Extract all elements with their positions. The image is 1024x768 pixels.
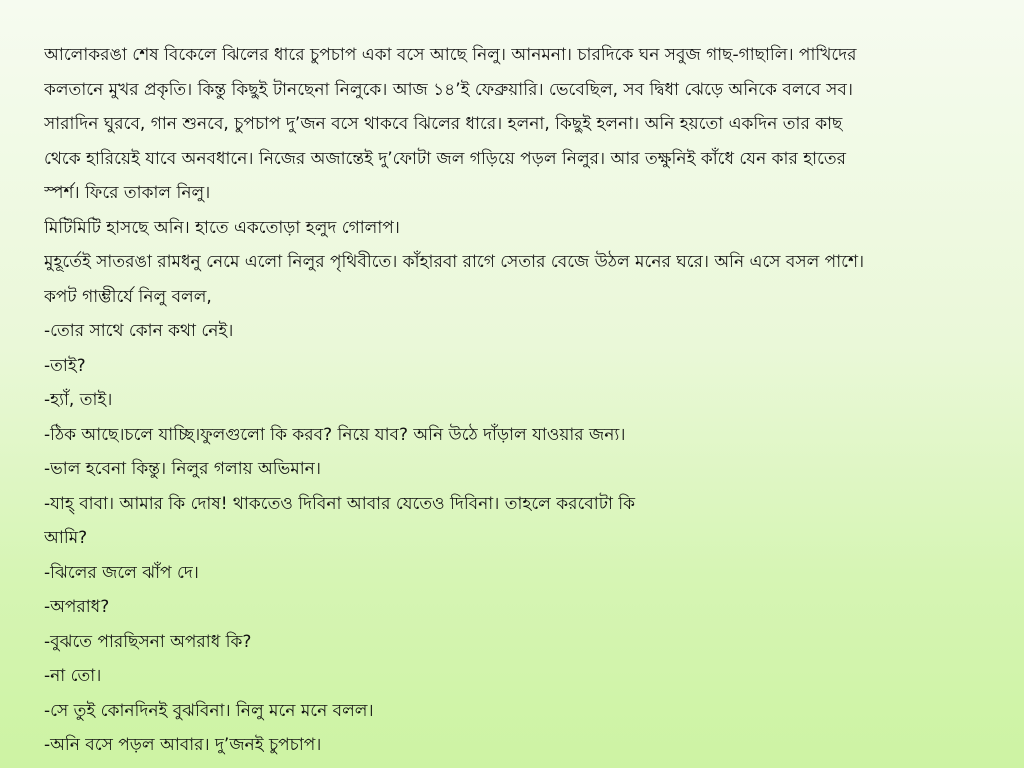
text-line: কপট গাম্ভীর্যে নিলু বলল, [44,286,212,307]
dialogue-line: -ঝিলের জলে ঝাঁপ দে। [44,562,199,583]
dialogue-line: -অনি বসে পড়ল আবার। দু’জনই চুপচাপ। [44,735,322,755]
dialogue-line: -হ্যাঁ, তাই। [44,390,113,410]
dialogue-line: -ভাল হবেনা কিন্তু। নিলুর গলায় অভিমান। [44,459,321,479]
text-line: স্পর্শ। ফিরে তাকাল নিলু। [44,183,211,203]
dialogue-line: -অপরাধ? [44,597,110,617]
dialogue-line: -সে তুই কোনদিনই বুঝবিনা। নিলু মনে মনে বলল। [44,700,374,721]
dialogue-line: -না তো। [44,666,102,686]
story-text [44,38,994,763]
text-line: সারাদিন ঘুরবে, গান শুনবে, চুপচাপ দু’জন বসে থাকবে ঝিলের ধারে। হলনা, কিছুই হলনা। অনি হয়তো একদিন তার কাছ [44,114,843,134]
dialogue-line: -বুঝতে পারছিসনা অপরাধ কি? [44,631,252,652]
text-line: থেকে হারিয়েই যাবে অনবধানে। নিজের অজান্তেই দু’ফোটা জল গড়িয়ে পড়ল নিলুর। আর তক্ষুনিই কাঁধে যেন কার হাতের [44,148,847,169]
text-line: আলোকরঙা শেষ বিকেলে ঝিলের ধারে চুপচাপ একা বসে আছে নিলু। আনমনা। চারদিকে ঘন সবুজ গাছ-গাছালি। পাখিদের [44,45,857,65]
dialogue-line: -যাহ্ বাবা। আমার কি দোষ! থাকতেও দিবিনা আবার যেতেও দিবিনা। তাহলে করবোটা কি [44,493,636,514]
text-line: কলতানে মুখর প্রকৃতি। কিন্তু কিছুই টানছেনা নিলুকে। আজ ১৪’ই ফেব্রুয়ারি। ভেবেছিল, সব দ্বিধা ঝেড়ে অনিকে বলবে সব। [44,79,853,100]
text-line: মিটিমিটি হাসছে অনি। হাতে একতোড়া হলুদ গোলাপ। [44,217,400,238]
dialogue-line: আমি? [44,528,88,548]
dialogue-line: -ঠিক আছে।চলে যাচ্ছি।ফুলগুলো কি করব? নিয়ে যাব? অনি উঠে দাঁড়াল যাওয়ার জন্য। [44,424,626,445]
text-line: মুহূর্তেই সাতরঙা রামধনু নেমে এলো নিলুর পৃথিবীতে। কাঁহারবা রাগে সেতার বেজে উঠল মনের ঘরে। অনি এসে বসল পাশে। [44,252,865,272]
dialogue-line: -তোর সাথে কোন কথা নেই। [44,321,234,341]
dialogue-line: -তাই? [44,355,86,376]
